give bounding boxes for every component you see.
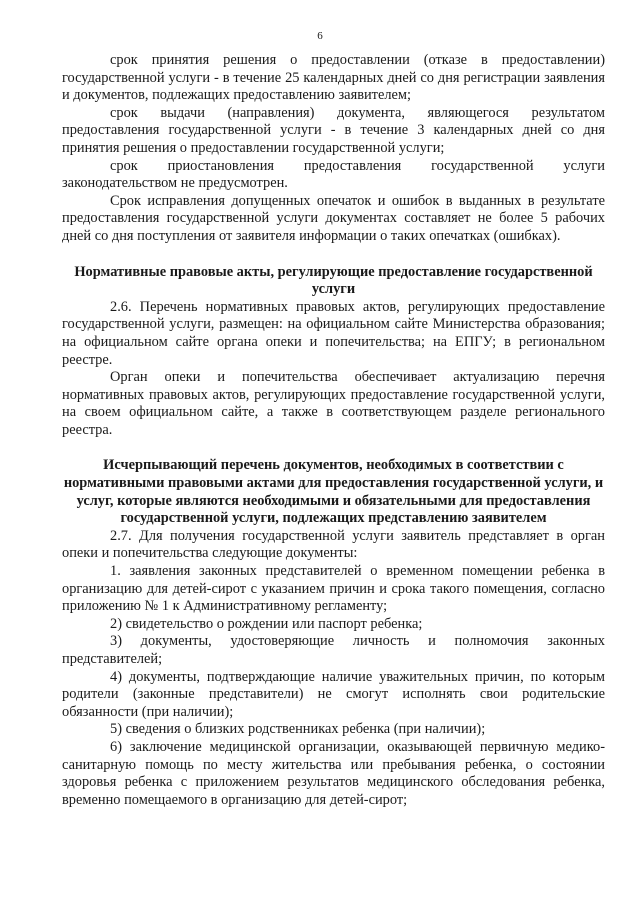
paragraph: Срок исправления допущенных опечаток и ошибок в выданных в результате предоставления государственной услуги документах составляет не более 5 рабочих дней со дня поступления от заявителя информации о таких опечатках (ошибках). xyxy=(62,192,605,244)
paragraph: Орган опеки и попечительства обеспечивает актуализацию перечня нормативных правовых актов, регулирующих предоставление государственной услуги, на своем официальном сайте, а также в соответствующем разделе регионального реестра. xyxy=(62,369,605,438)
list-item: 1. заявления законных представителей о временном помещении ребенка в организацию для детей-сирот с указанием причин и срока такого помещения, согласно приложению № 1 к Административному регламенту; xyxy=(62,563,605,615)
section-heading: Исчерпывающий перечень документов, необходимых в соответствии с нормативными правовыми актами для предоставления государственной услуги, и услуг, которые являются необходимыми и обязательными для предоставления государственной услуги, подлежащих представлению заявителем xyxy=(63,457,604,527)
page-number: 6 xyxy=(317,30,323,42)
list-item: 3) документы, удостоверяющие личность и полномочия законных представителей; xyxy=(62,633,605,667)
paragraph: срок выдачи (направления) документа, являющегося результатом предоставления государственной услуги - в течение 3 календарных дней со дня принятия решения о предоставлении государственной услуги; xyxy=(62,104,605,156)
list-item: 6) заключение медицинской организации, оказывающей первичную медико-санитарную помощь по месту жительства или пребывания ребенка, о состоянии здоровья ребенка с приложением результатов медицинского обследования ребенка, временно помещаемого в организацию для детей-сирот; xyxy=(62,738,605,808)
document-body xyxy=(62,52,605,809)
paragraph: 2.7. Для получения государственной услуги заявитель представляет в орган опеки и попечительства следующие документы: xyxy=(62,527,605,562)
paragraph: срок принятия решения о предоставлении (отказе в предоставлении) государственной услуги - в течение 25 календарных дней со дня регистрации заявления и документов, подлежащих предоставлению заявителем; xyxy=(62,52,605,104)
list-item: 2) свидетельство о рождении или паспорт ребенка; xyxy=(110,615,423,632)
list-item: 5) сведения о близких родственниках ребенка (при наличии); xyxy=(110,721,486,738)
list-item: 4) документы, подтверждающие наличие уважительных причин, по которым родители (законные представители) не смогут исполнять свои родительские обязанности (при наличии); xyxy=(62,668,605,720)
section-heading: Нормативные правовые акты, регулирующие предоставление государственной услуги xyxy=(74,263,593,298)
paragraph: срок приостановления предоставления государственной услуги законодательством не предусмотрен. xyxy=(62,157,605,192)
paragraph: 2.6. Перечень нормативных правовых актов, регулирующих предоставление государственной услуги, размещен: на официальном сайте Министерства образования; на официальном сайте органа опеки и попечительства; на ЕПГУ; в региональном реестре. xyxy=(62,298,605,368)
